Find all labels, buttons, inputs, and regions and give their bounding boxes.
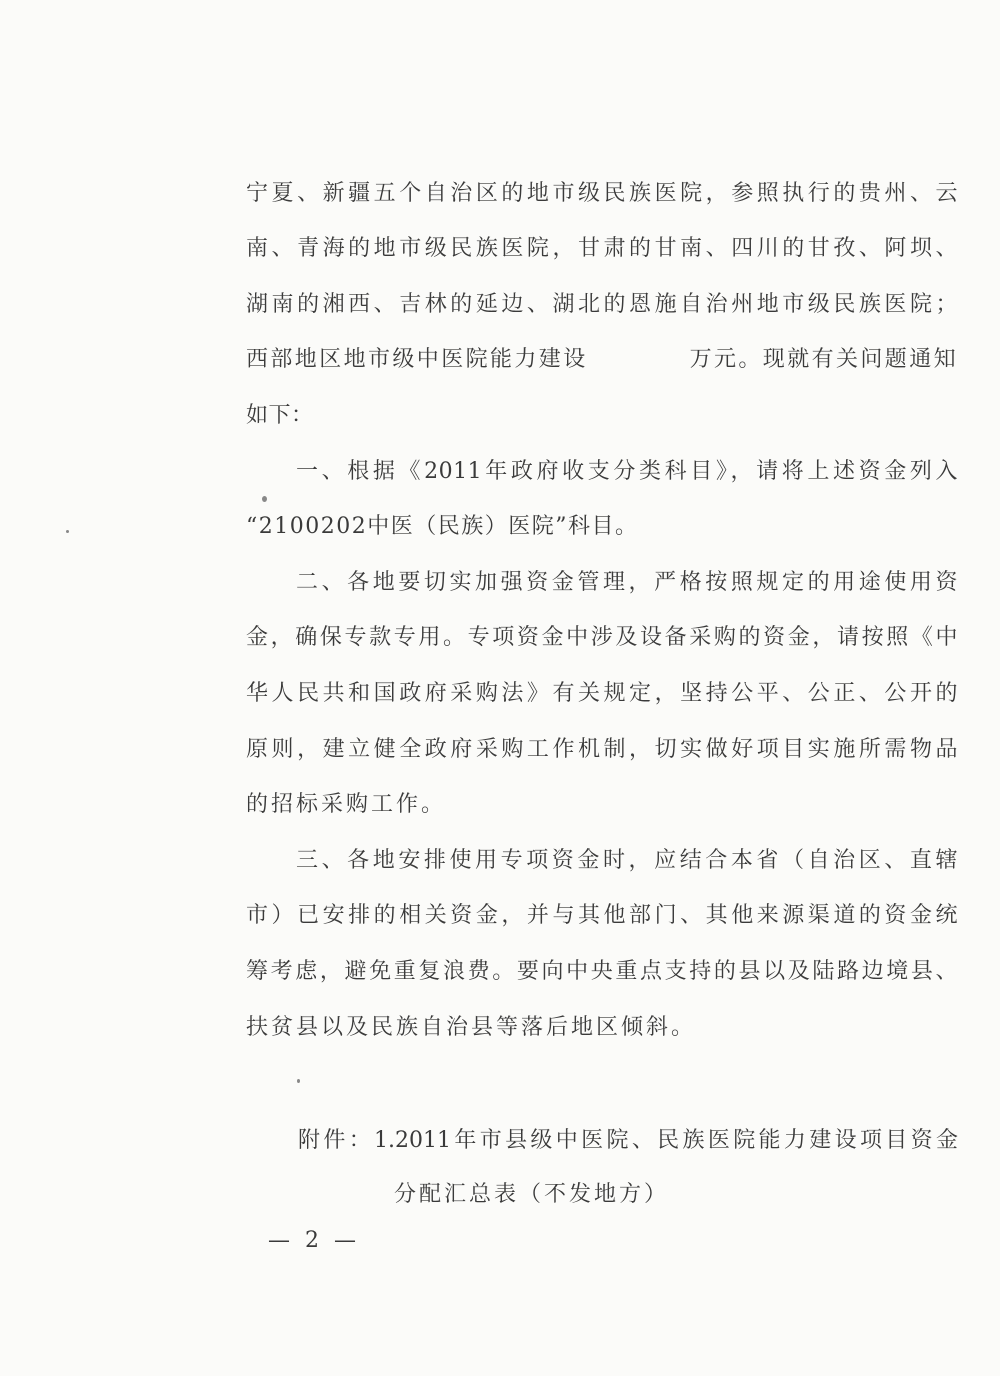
- section-three-line-1: 三、各地安排使用专项资金时，应结合本省（自治区、直辖: [296, 848, 958, 873]
- section-three-line-3: 筹考虑，避免重复浪费。要向中央重点支持的县以及陆路边境县、: [246, 959, 958, 984]
- body-line-2: 南、青海的地市级民族医院，甘肃的甘南、四川的甘孜、阿坝、: [246, 236, 958, 261]
- scan-speck: [297, 1079, 300, 1083]
- section-two-line-5: 的招标采购工作。: [246, 792, 447, 817]
- page-number: — 2 —: [268, 1228, 360, 1253]
- body-line-5: 如下：: [246, 403, 314, 428]
- section-two-line-1: 二、各地要切实加强资金管理，严格按照规定的用途使用资: [296, 570, 958, 595]
- section-two-line-2: 金，确保专款专用。专项资金中涉及设备采购的资金，请按照《中: [246, 625, 958, 650]
- body-line-1: 宁夏、新疆五个自治区的地市级民族医院，参照执行的贵州、云: [246, 181, 958, 206]
- scan-speck: [262, 496, 267, 502]
- attachment-line-2: 分配汇总表（不发地方）: [394, 1182, 670, 1207]
- section-two-line-4: 原则，建立健全政府采购工作机制，切实做好项目实施所需物品: [246, 737, 958, 762]
- section-one-line-1: 一、根据《2011年政府收支分类科目》，请将上述资金列入: [296, 459, 958, 484]
- body-line-4-start: 西部地区地市级中医院能力建设: [246, 347, 588, 372]
- section-three-line-4: 扶贫县以及民族自治县等落后地区倾斜。: [246, 1015, 697, 1040]
- body-line-4-end: 万元。现就有关问题通知: [689, 347, 958, 372]
- body-line-3: 湖南的湘西、吉林的延边、湖北的恩施自治州地市级民族医院；: [246, 292, 958, 317]
- section-one-line-2: “2100202中医（民族）医院”科目。: [246, 514, 639, 539]
- section-three-line-2: 市）已安排的相关资金，并与其他部门、其他来源渠道的资金统: [246, 903, 958, 928]
- scan-speck: [66, 530, 69, 533]
- body-line-4: [246, 345, 958, 375]
- attachment-line-1: 附件：1.2011年市县级中医院、民族医院能力建设项目资金: [298, 1128, 958, 1153]
- section-two-line-3: 华人民共和国政府采购法》有关规定，坚持公平、公正、公开的: [246, 681, 958, 706]
